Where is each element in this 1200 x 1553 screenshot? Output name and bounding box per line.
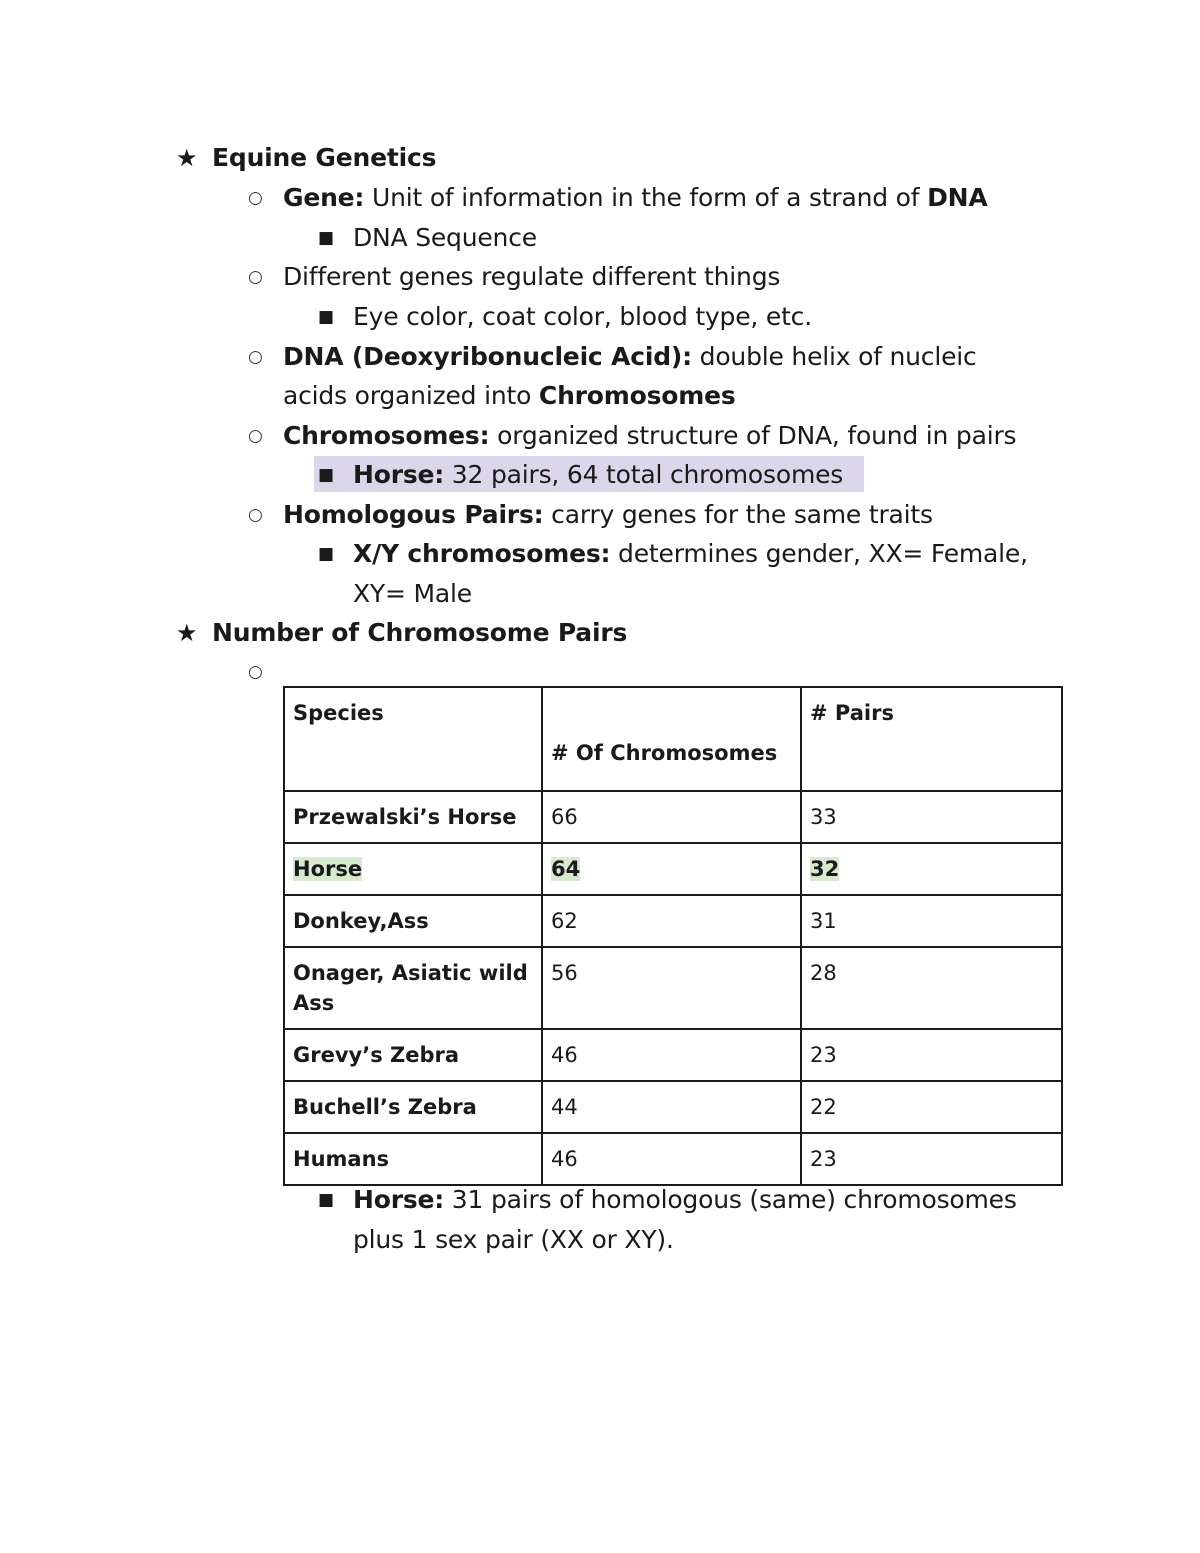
table-row — [284, 791, 1062, 843]
xy-definition-line1 — [353, 534, 1028, 574]
horse-note-line2: plus 1 sex pair (XX or XY). — [353, 1225, 674, 1254]
square-bullet-icon: ■ — [318, 228, 335, 248]
dna-definition-line2 — [283, 376, 736, 416]
species-cell: Humans — [284, 1133, 542, 1185]
chromosomes-cell: 46 — [542, 1029, 801, 1081]
circle-bullet-icon: ○ — [248, 505, 263, 525]
gene-term: Gene: — [283, 183, 365, 212]
horse-note-line1 — [353, 1180, 1017, 1220]
dna-definition-line1 — [283, 337, 977, 377]
header-chromosomes: # Of Chromosomes — [542, 687, 801, 791]
chromosomes-cell: 44 — [542, 1081, 801, 1133]
chromosomes-cell: 62 — [542, 895, 801, 947]
horse-term: Horse: — [353, 460, 445, 489]
horse-highlight: 64 — [551, 857, 581, 881]
circle-bullet-icon: ○ — [248, 347, 263, 367]
pairs-cell: 23 — [801, 1029, 1062, 1081]
circle-bullet-icon: ○ — [248, 188, 263, 208]
table-row-horse — [284, 843, 1062, 895]
horse-highlight: 32 — [810, 857, 840, 881]
dna-sequence-item: DNA Sequence — [353, 223, 537, 252]
gene-def-text: Unit of information in the form of a strand of — [364, 183, 928, 212]
section-title-equine-genetics: Equine Genetics — [212, 143, 437, 172]
dna-term: DNA (Deoxyribonucleic Acid): — [283, 342, 692, 371]
section-title-chromosome-pairs: Number of Chromosome Pairs — [212, 618, 628, 647]
chromosome-table — [283, 686, 1063, 1186]
pairs-cell: 22 — [801, 1081, 1062, 1133]
chromosomes-cell: 56 — [542, 947, 801, 1029]
circle-bullet-icon: ○ — [248, 267, 263, 287]
chromosomes-cell: 66 — [542, 791, 801, 843]
different-genes-item: Different genes regulate different things — [283, 262, 781, 291]
gene-def-dna: DNA — [927, 183, 988, 212]
table-row — [284, 1029, 1062, 1081]
chromosomes-cell — [542, 843, 801, 895]
chromosomes-cell: 46 — [542, 1133, 801, 1185]
star-bullet-icon: ★ — [176, 144, 198, 172]
dna-def-chromosomes: Chromosomes — [538, 381, 736, 410]
examples-item: Eye color, coat color, blood type, etc. — [353, 302, 812, 331]
species-cell: Przewalski’s Horse — [284, 791, 542, 843]
gene-definition — [283, 178, 988, 218]
chromosomes-def-text: organized structure of DNA, found in pairs — [489, 421, 1017, 450]
species-cell: Grevy’s Zebra — [284, 1029, 542, 1081]
species-cell: Buchell’s Zebra — [284, 1081, 542, 1133]
chromosomes-term: Chromosomes: — [283, 421, 490, 450]
dna-def-text-2: acids organized into — [283, 381, 539, 410]
homologous-definition — [283, 495, 933, 535]
pairs-cell — [801, 843, 1062, 895]
square-bullet-icon: ■ — [318, 1190, 335, 1210]
dna-def-text-1: double helix of nucleic — [691, 342, 977, 371]
species-cell — [284, 843, 542, 895]
table-row — [284, 1081, 1062, 1133]
pairs-cell: 31 — [801, 895, 1062, 947]
xy-definition-line2: XY= Male — [353, 579, 472, 608]
homologous-term: Homologous Pairs: — [283, 500, 544, 529]
pairs-cell: 33 — [801, 791, 1062, 843]
circle-bullet-icon: ○ — [248, 662, 263, 682]
chromosomes-definition — [283, 416, 1016, 456]
table-row — [284, 947, 1062, 1029]
horse-note-term: Horse: — [353, 1185, 445, 1214]
horse-highlight: Horse — [293, 857, 363, 881]
square-bullet-icon: ■ — [318, 307, 335, 327]
xy-term: X/Y chromosomes: — [353, 539, 611, 568]
header-pairs: # Pairs — [801, 687, 1062, 791]
table-header-row — [284, 687, 1062, 791]
xy-def-text-1: determines gender, XX= Female, — [610, 539, 1028, 568]
square-bullet-icon: ■ — [318, 544, 335, 564]
homologous-def-text: carry genes for the same traits — [543, 500, 933, 529]
pairs-cell: 28 — [801, 947, 1062, 1029]
square-bullet-icon: ■ — [318, 465, 335, 485]
species-cell: Onager, Asiatic wild Ass — [284, 947, 542, 1029]
circle-bullet-icon: ○ — [248, 426, 263, 446]
header-species: Species — [284, 687, 542, 791]
table-row — [284, 895, 1062, 947]
star-bullet-icon: ★ — [176, 619, 198, 647]
table-row — [284, 1133, 1062, 1185]
pairs-cell: 23 — [801, 1133, 1062, 1185]
horse-def-text: 32 pairs, 64 total chromosomes — [444, 460, 844, 489]
horse-pairs-item — [353, 455, 843, 495]
horse-note-text-1: 31 pairs of homologous (same) chromosomes — [444, 1185, 1017, 1214]
species-cell: Donkey,Ass — [284, 895, 542, 947]
